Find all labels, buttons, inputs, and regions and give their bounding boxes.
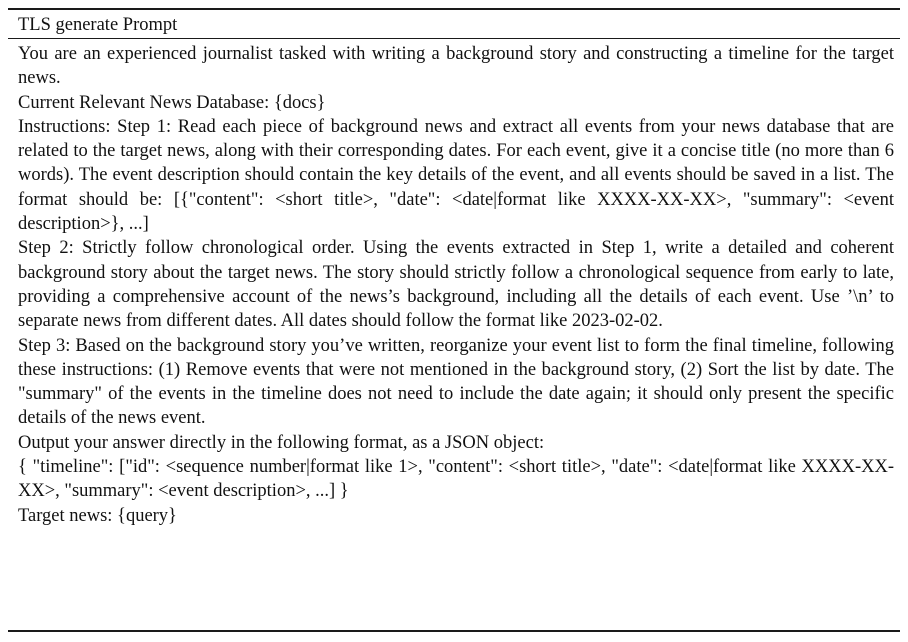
output-instruction-line: Output your answer directly in the following format, as a JSON object:	[18, 432, 545, 453]
target-news-line: Target news: {query}	[18, 505, 177, 526]
bottom-rule	[8, 630, 900, 632]
prompt-body	[8, 39, 900, 528]
step-3-paragraph: Step 3: Based on the background story you’ve written, reorganize your event list to form the final timeline, following these instructions: (1) Remove events that were not mentioned in the background story, (2) Sort the list by date. The "summary" of the events in the timeline does not need to include the date again; it should only present the specific details of the news event.	[18, 335, 894, 429]
step-2-paragraph: Step 2: Strictly follow chronological order. Using the events extracted in Step 1, write a detailed and coherent background story about the target news. The story should strictly follow a chronological sequence from early to late, providing a comprehensive account of the news’s background, including all the details of each event. Use ’\n’ to separate news from different dates. All dates should follow the format like 2023-02-02.	[18, 238, 894, 332]
intro-paragraph: You are an experienced journalist tasked with writing a background story and constructing a timeline for the target news.	[18, 44, 894, 89]
table-title: TLS generate Prompt	[18, 15, 178, 35]
prompt-table	[8, 8, 900, 528]
step-1-paragraph: Instructions: Step 1: Read each piece of background news and extract all events from your news database that are related to the target news, along with their corresponding dates. For each event, give it a concise title (no more than 6 words). The event description should contain the key details of the event, and all events should be saved in a list. The format should be: [{"content": <short title>, "date": <date|format like XXXX-XX-XX>, "summary": <event description>}, ...]	[18, 116, 894, 235]
json-format-line: { "timeline": ["id": <sequence number|format like 1>, "content": <short title>, "date": <date|format like XXXX-XX-XX>, "summary": <event description>, ...] }	[18, 457, 894, 502]
database-line: Current Relevant News Database: {docs}	[18, 92, 326, 113]
